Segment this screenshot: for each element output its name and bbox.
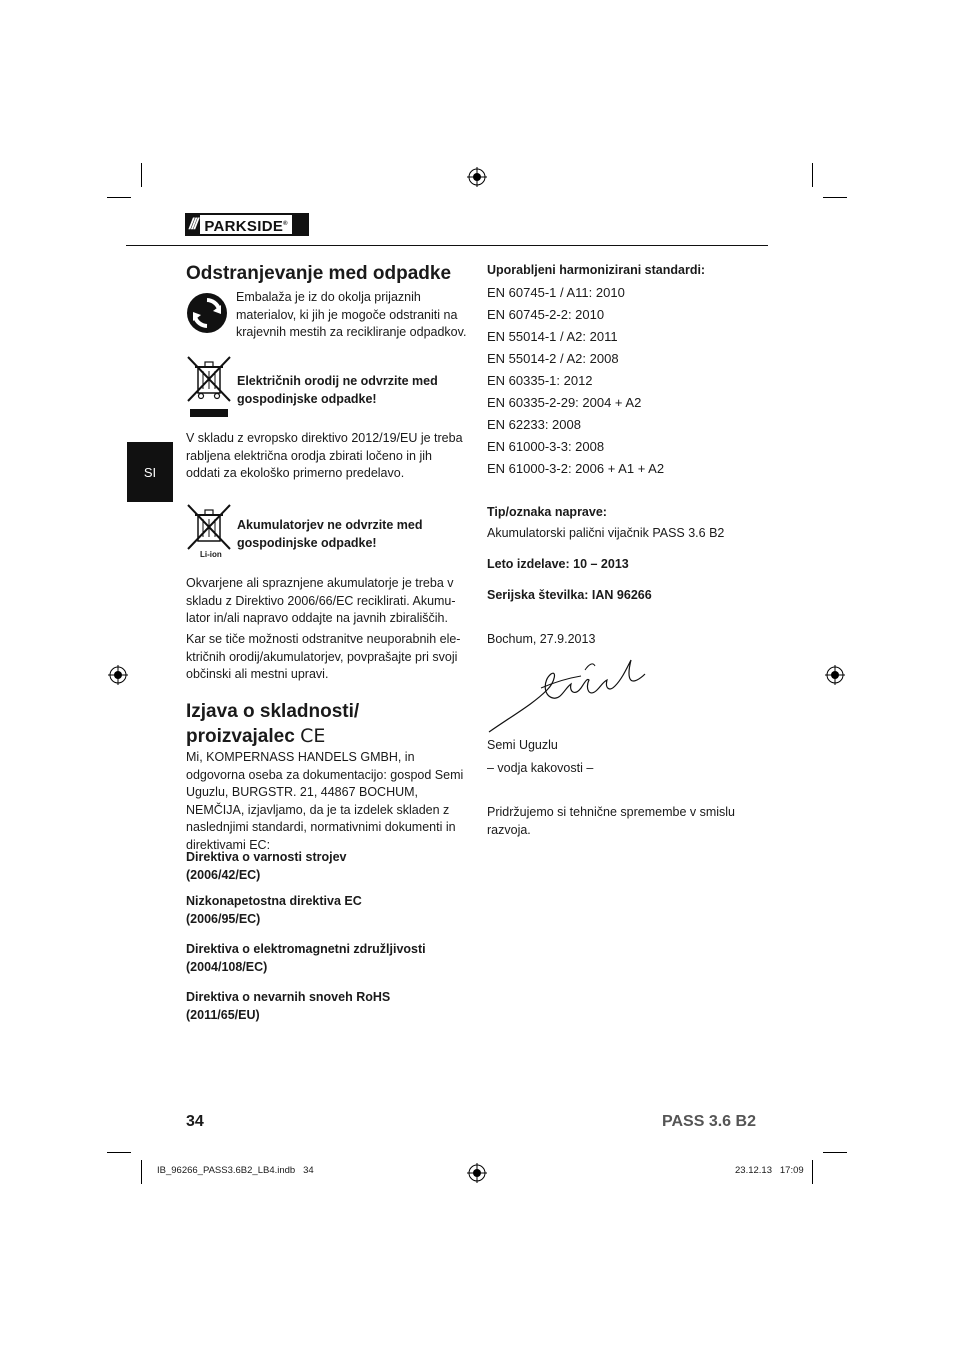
directive-item — [186, 893, 466, 928]
parkside-logo — [185, 213, 309, 236]
declaration-heading-line2: proizvajalec — [186, 726, 295, 747]
crop-mark — [141, 1160, 142, 1184]
directive-name: Direktiva o varnosti strojev — [186, 850, 347, 864]
battery-warning: Akumulatorjev ne odvrzite med gospodinjske odpadke! — [237, 518, 423, 550]
signature-image — [485, 652, 655, 736]
directive-item — [186, 941, 466, 976]
recycle-text: Embalaža je iz do okolja prijaznih materialov, ki jih je mogoče odstraniti na krajevnih mestih za recikliranje odpadkov. — [236, 290, 467, 339]
model-name: PASS 3.6 B2 — [662, 1113, 756, 1130]
standards-heading: Uporabljeni harmonizirani standardi: — [487, 263, 706, 277]
signatory-role: – vodja kakovosti – — [487, 761, 594, 775]
device-type-label: Tip/oznaka naprave: — [487, 505, 607, 519]
logo-wordmark — [200, 215, 292, 234]
standard-item: EN 62233: 2008 — [487, 417, 581, 432]
standard-item: EN 61000-3-2: 2006 + A1 + A2 — [487, 461, 665, 476]
header-rule — [126, 245, 768, 246]
standard-item: EN 60745-2-2: 2010 — [487, 307, 605, 322]
weee-warning: Električnih orodij ne odvrzite med gospodinjske odpadke! — [237, 374, 438, 406]
standard-item: EN 61000-3-3: 2008 — [487, 439, 605, 454]
device-type-value: Akumulatorski palični vijačnik PASS 3.6 B2 — [487, 526, 725, 540]
crop-mark — [107, 1152, 131, 1153]
crossed-bin-icon — [186, 355, 232, 421]
directive-name: Direktiva o elektromagnetni združljivosti — [186, 942, 426, 956]
standard-item: EN 60335-2-29: 2004 + A2 — [487, 395, 642, 410]
directive-name: Nizkonapetostna direktiva EC — [186, 894, 362, 908]
directive-code: (2006/42/EC) — [186, 867, 261, 882]
logo-name: PARKSIDE — [204, 218, 284, 235]
changes-note: Pridržujemo si tehnične spremembe v smislu razvoja. — [487, 805, 736, 837]
standard-item: EN 60335-1: 2012 — [487, 373, 593, 388]
recycle-icon — [186, 292, 228, 334]
standard-item: EN 55014-2 / A2: 2008 — [487, 351, 619, 366]
weee-text: V skladu z evropsko direktivo 2012/19/EU je treba rabljena električna orodja zbirati ločeno in jih oddati za ekološko primerno predelavo. — [186, 431, 463, 480]
crop-mark — [812, 1160, 813, 1184]
standard-item: EN 60745-1 / A11: 2010 — [487, 285, 625, 300]
place-date: Bochum, 27.9.2013 — [487, 632, 596, 646]
declaration-intro: Mi, KOMPERNASS HANDELS GMBH, in odgovorna oseba za dokumentacijo: gospod Semi Uguzlu, BURGSTR. 21, 44867 BOCHUM, NEMČIJA, izjavljamo, da je ta izdelek skladen z naslednjimi standardi, normativnimi dokumenti in direktivami EC: — [186, 750, 464, 852]
serial-number: Serijska številka: IAN 96266 — [487, 588, 652, 602]
crop-mark — [107, 197, 131, 198]
directive-code: (2011/65/EU) — [186, 1007, 260, 1022]
ce-mark: CE — [300, 725, 326, 747]
logo-reg-mark: ® — [283, 221, 288, 227]
disposal-heading: Odstranjevanje med odpadke — [186, 263, 452, 284]
registration-mark-icon — [467, 1163, 487, 1183]
registration-mark-icon — [108, 665, 128, 685]
print-file-info: IB_96266_PASS3.6B2_LB4.indb 34 — [157, 1165, 314, 1176]
directive-name: Direktiva o nevarnih snoveh RoHS — [186, 990, 391, 1004]
crop-mark — [823, 197, 847, 198]
logo-slashes: /// — [189, 215, 197, 233]
directive-item — [186, 989, 466, 1024]
declaration-heading-line1: Izjava o skladnosti/ — [186, 701, 360, 722]
registration-mark-icon — [825, 665, 845, 685]
crop-mark — [812, 163, 813, 187]
manufacture-year: Leto izdelave: 10 – 2013 — [487, 557, 629, 571]
li-ion-label: Li-ion — [200, 550, 222, 559]
declaration-heading — [186, 700, 359, 749]
standards-list — [487, 282, 664, 480]
print-datetime: 23.12.13 17:09 — [735, 1165, 804, 1176]
standard-item: EN 55014-1 / A2: 2011 — [487, 329, 618, 344]
language-tab: SI — [127, 442, 173, 502]
battery-text: Okvarjene ali spraznjene akumulatorje je treba v skladu z Direktivo 2006/66/EC reciklirati. Akumu-lator in/ali napravo oddajte na javnih zbirališčih. — [186, 576, 456, 625]
page-number: 34 — [186, 1113, 204, 1130]
directive-item — [186, 849, 466, 884]
registration-mark-icon — [467, 167, 487, 187]
crop-mark — [823, 1152, 847, 1153]
directive-code: (2004/108/EC) — [186, 959, 268, 974]
directive-code: (2006/95/EC) — [186, 911, 261, 926]
removal-text: Kar se tiče možnosti odstranitve neuporabnih ele-ktričnih orodij/akumulatorjev, povprašajte pri svoji občinski ali mestni upravi. — [186, 632, 461, 681]
signatory-name: Semi Uguzlu — [487, 738, 558, 752]
crop-mark — [141, 163, 142, 187]
